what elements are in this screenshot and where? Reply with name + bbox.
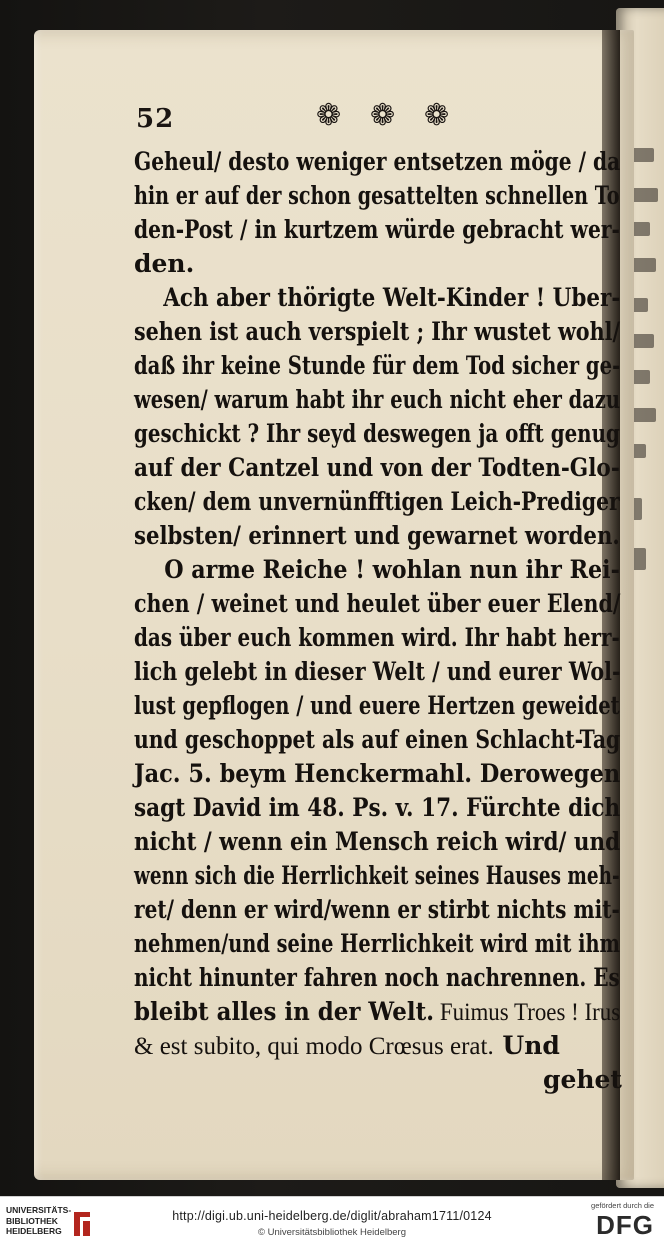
funding-note: gefördert durch die	[591, 1201, 654, 1210]
text-line: geschickt ? Ihr seyd deswegen ja offt genug	[134, 419, 620, 448]
text-line: das über euch kommen wird. Ihr habt herr-	[134, 623, 620, 652]
text-line: den-Post / in kurtzem würde gebracht wer-	[134, 215, 620, 244]
text-line: sagt David im 48. Ps. v. 17. Fürchte dich	[134, 793, 621, 822]
text-line: bleibt alles in der Welt. Fuimus Troes ! Irus	[134, 997, 621, 1026]
text-line: Jac. 5. beym Henckermahl. Derowegen	[134, 759, 621, 788]
text-line: den.	[134, 249, 195, 278]
funder-name: DFG	[596, 1210, 654, 1240]
dfg-funding-logo[interactable]	[564, 1201, 654, 1243]
text-line: & est subito, qui modo Crœsus erat. Und	[134, 1031, 560, 1060]
text-line: nicht hinunter fahren noch nachrennen. Es	[134, 963, 620, 992]
text-line: hin er auf der schon gesattelten schnellen To	[134, 181, 620, 210]
ornament-flower: ❁	[316, 98, 342, 133]
text-line: Geheul/ desto weniger entsetzen möge / da	[134, 147, 621, 176]
text-line: selbsten/ erinnert und gewarnet worden.	[134, 521, 620, 550]
ornament-flower: ❁	[424, 98, 450, 133]
copyright-notice: © Universitätsbibliothek Heidelberg	[258, 1227, 406, 1238]
text-line: cken/ dem unvernünfftigen Leich-Prediger	[134, 487, 620, 516]
latin-quotation: & est subito, qui modo Crœsus erat.	[134, 1033, 494, 1060]
text-line: und geschoppet als auf einen Schlacht-Tag	[134, 725, 621, 754]
text-line: nicht / wenn ein Mensch reich wird/ und	[134, 827, 621, 856]
catchword: gehet	[542, 1065, 622, 1094]
library-name: UNIVERSITÄTS- BIBLIOTHEK HEIDELBERG	[6, 1205, 72, 1236]
text-line: nehmen/und seine Herrlichkeit wird mit ihm	[134, 929, 620, 958]
text-line: wenn sich die Herrlichkeit seines Hauses meh-	[134, 861, 620, 890]
text-line: sehen ist auch verspielt ; Ihr wustet wohl/	[134, 317, 621, 346]
text-line: ret/ denn er wird/wenn er stirbt nichts mit-	[134, 895, 620, 924]
page-number: 52	[136, 104, 175, 134]
text-line: Ach aber thörigte Welt-Kinder ! Uber-	[163, 283, 621, 312]
text-line: chen / weinet und heulet über euer Elend/	[134, 589, 621, 618]
permalink-url[interactable]: http://digi.ub.uni-heidelberg.de/diglit/abraham1711/0124	[172, 1209, 492, 1223]
ornament-flower: ❁	[370, 98, 396, 133]
text-line: lich gelebt in dieser Welt / und eurer Wol-	[134, 657, 621, 686]
text-line: auf der Cantzel und von der Todten-Glo-	[134, 453, 620, 482]
text-line: lust gepflogen / und euere Hertzen geweidet	[134, 691, 620, 720]
latin-quotation: Fuimus Troes ! Irus	[434, 999, 621, 1026]
text-line: daß ihr keine Stunde für dem Tod sicher ge-	[134, 351, 621, 380]
text-line: wesen/ warum habt ihr euch nicht eher dazu	[134, 385, 621, 414]
viewer-footer	[0, 1196, 664, 1247]
text-line: O arme Reiche ! wohlan nun ihr Rei-	[164, 555, 620, 584]
